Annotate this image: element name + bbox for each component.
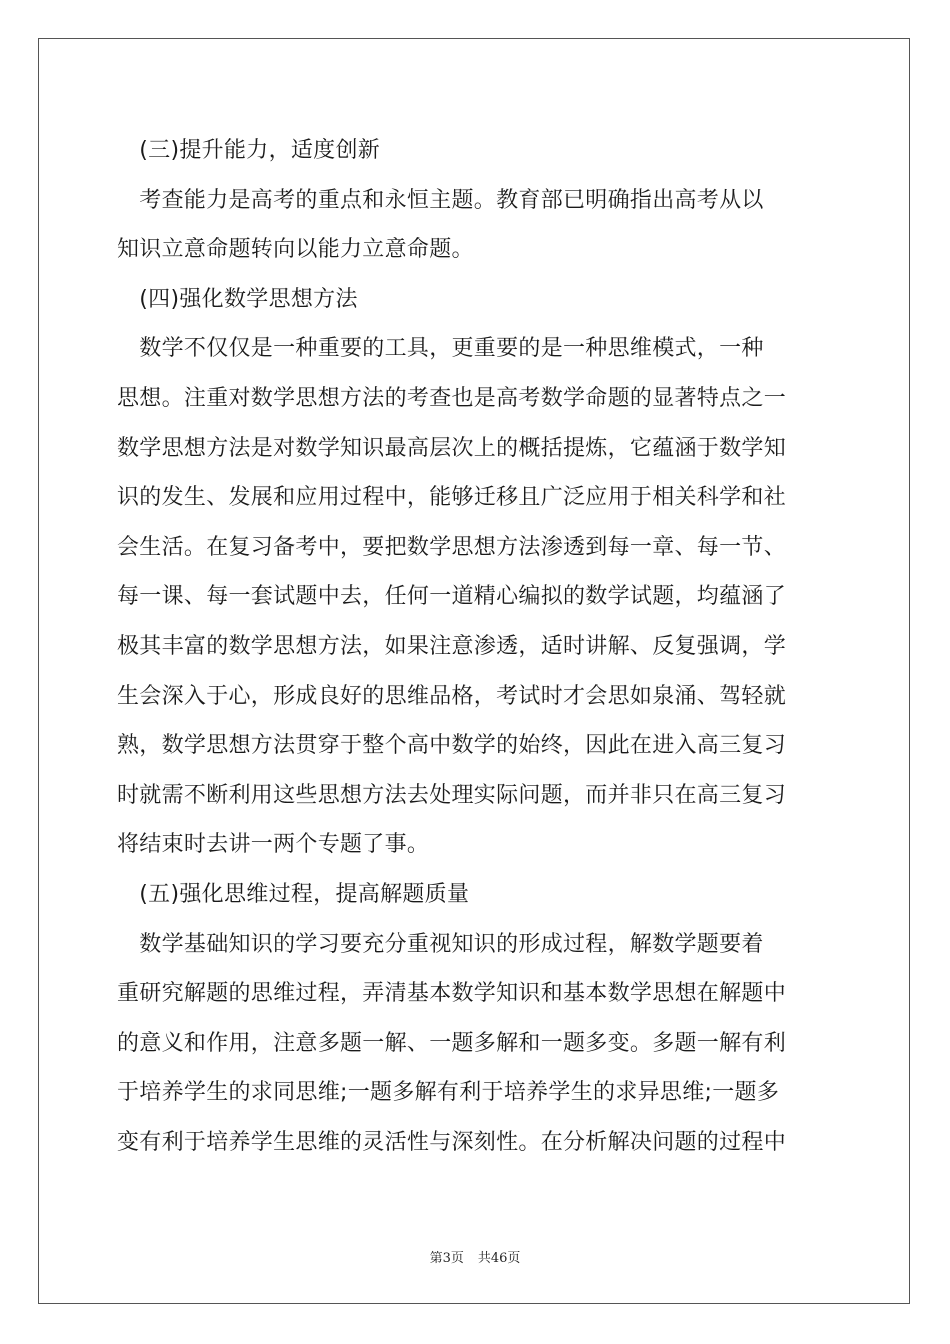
- page-footer: [0, 1247, 950, 1266]
- paragraph-line: 数学思想方法是对数学知识最高层次上的概括提炼，它蕴涵于数学知: [117, 435, 787, 461]
- paragraph-line: 生会深入于心，形成良好的思维品格，考试时才会思如泉涌、驾轻就: [117, 683, 787, 709]
- page-number: 第3页: [429, 1251, 464, 1266]
- heading-4: (四)强化数学思想方法: [117, 286, 358, 312]
- paragraph-line: 时就需不断利用这些思想方法去处理实际问题，而并非只在高三复习: [117, 782, 787, 808]
- paragraph-line: 重研究解题的思维过程，弄清基本数学知识和基本数学思想在解题中: [117, 981, 787, 1007]
- paragraph-line: 思想。注重对数学思想方法的考查也是高考数学命题的显著特点之一: [117, 385, 787, 411]
- paragraph-line: 识的发生、发展和应用过程中，能够迁移且广泛应用于相关科学和社: [117, 485, 787, 511]
- paragraph-line: 会生活。在复习备考中，要把数学思想方法渗透到每一章、每一节、: [117, 534, 787, 560]
- paragraph-line: 知识立意命题转向以能力立意命题。: [117, 237, 474, 263]
- paragraph-line: 熟，数学思想方法贯穿于整个高中数学的始终，因此在进入高三复习: [117, 733, 787, 759]
- heading-3: (三)提升能力，适度创新: [117, 138, 381, 163]
- page-total: 共46页: [477, 1251, 521, 1266]
- paragraph-line: 变有利于培养学生思维的灵活性与深刻性。在分析解决问题的过程中: [117, 1129, 787, 1155]
- paragraph-line: 数学基础知识的学习要充分重视知识的形成过程，解数学题要着: [117, 931, 764, 957]
- document-body: [117, 126, 833, 1167]
- paragraph-line: 考查能力是高考的重点和永恒主题。教育部已明确指出高考从以: [117, 187, 764, 213]
- paragraph-line: 于培养学生的求同思维;一题多解有利于培养学生的求异思维;一题多: [117, 1080, 780, 1106]
- paragraph-line: 每一课、每一套试题中去，任何一道精心编拟的数学试题，均蕴涵了: [117, 584, 787, 610]
- heading-5: (五)强化思维过程，提高解题质量: [117, 881, 470, 907]
- paragraph-line: 数学不仅仅是一种重要的工具，更重要的是一种思维模式，一种: [117, 336, 764, 362]
- paragraph-line: 的意义和作用，注意多题一解、一题多解和一题多变。多题一解有利: [117, 1030, 787, 1056]
- paragraph-line: 将结束时去讲一两个专题了事。: [117, 832, 430, 858]
- paragraph-line: 极其丰富的数学思想方法，如果注意渗透，适时讲解、反复强调，学: [117, 633, 787, 659]
